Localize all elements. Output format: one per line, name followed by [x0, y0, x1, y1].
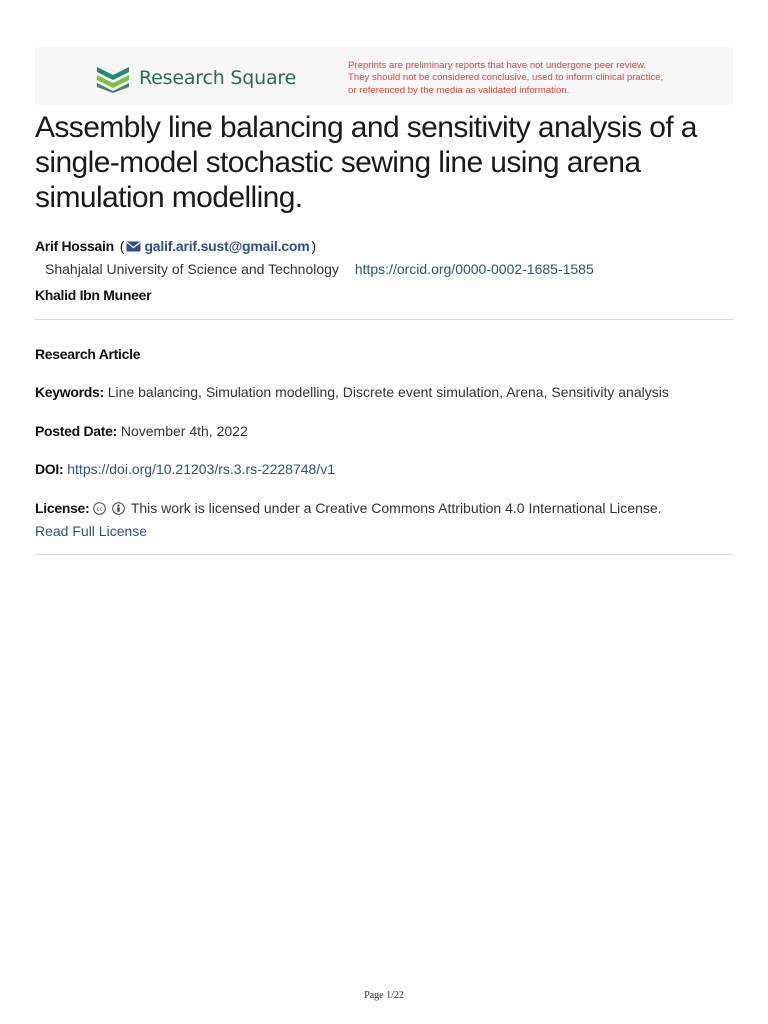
- divider: [35, 319, 733, 320]
- author-email-link[interactable]: [126, 238, 309, 254]
- page-number: Page 1/22: [364, 990, 404, 1001]
- research-square-logo-icon: [95, 63, 131, 93]
- license-text: This work is licensed under a Creative Commons Attribution 4.0 International License.: [130, 500, 662, 516]
- posted-date-value: November 4th, 2022: [120, 423, 248, 439]
- doi-link[interactable]: https://doi.org/10.21203/rs.3.rs-2228748/v1: [67, 461, 335, 477]
- author-email: galif.arif.sust@gmail.com: [144, 238, 310, 254]
- article-type: Research Article: [35, 346, 141, 362]
- research-square-logo[interactable]: [95, 63, 296, 93]
- license: [35, 500, 662, 516]
- license-label: License:: [35, 500, 90, 516]
- attribution-icon: [112, 502, 125, 515]
- keywords: [35, 384, 669, 400]
- keywords-label: Keywords:: [35, 384, 104, 400]
- creative-commons-icon: [93, 502, 106, 515]
- author-2: Khalid Ibn Muneer: [35, 287, 152, 303]
- doi-label: DOI:: [35, 461, 64, 477]
- author-1-affiliation: [45, 261, 594, 277]
- svg-text:cc: cc: [96, 506, 103, 513]
- posted-date-label: Posted Date:: [35, 423, 117, 439]
- paren-close: ): [311, 238, 317, 254]
- disclaimer-line: or referenced by the media as validated information.: [348, 84, 570, 96]
- doi: [35, 461, 335, 477]
- read-full-license-link[interactable]: Read Full License: [35, 523, 148, 539]
- affiliation: Shahjalal University of Science and Technology: [45, 261, 339, 277]
- divider: [35, 554, 733, 555]
- author-name: Arif Hossain: [35, 238, 114, 254]
- author-1: [35, 238, 318, 254]
- envelope-icon: [126, 241, 141, 252]
- orcid-link[interactable]: https://orcid.org/0000-0002-1685-1585: [354, 261, 594, 277]
- paren-open: (: [119, 238, 125, 254]
- preprint-disclaimer: [348, 60, 733, 97]
- paper-title: Assembly line balancing and sensitivity analysis of a single-model stochastic sewing line using arena simulation modelling.: [35, 111, 697, 214]
- disclaimer-line: Preprints are preliminary reports that have not undergone peer review.: [348, 60, 647, 71]
- disclaimer-line: They should not be considered conclusive, used to inform clinical practice,: [348, 72, 664, 84]
- posted-date: [35, 423, 248, 439]
- logo-text: Research Square: [139, 67, 297, 89]
- keywords-value: Line balancing, Simulation modelling, Discrete event simulation, Arena, Sensitivity analysis: [107, 384, 669, 400]
